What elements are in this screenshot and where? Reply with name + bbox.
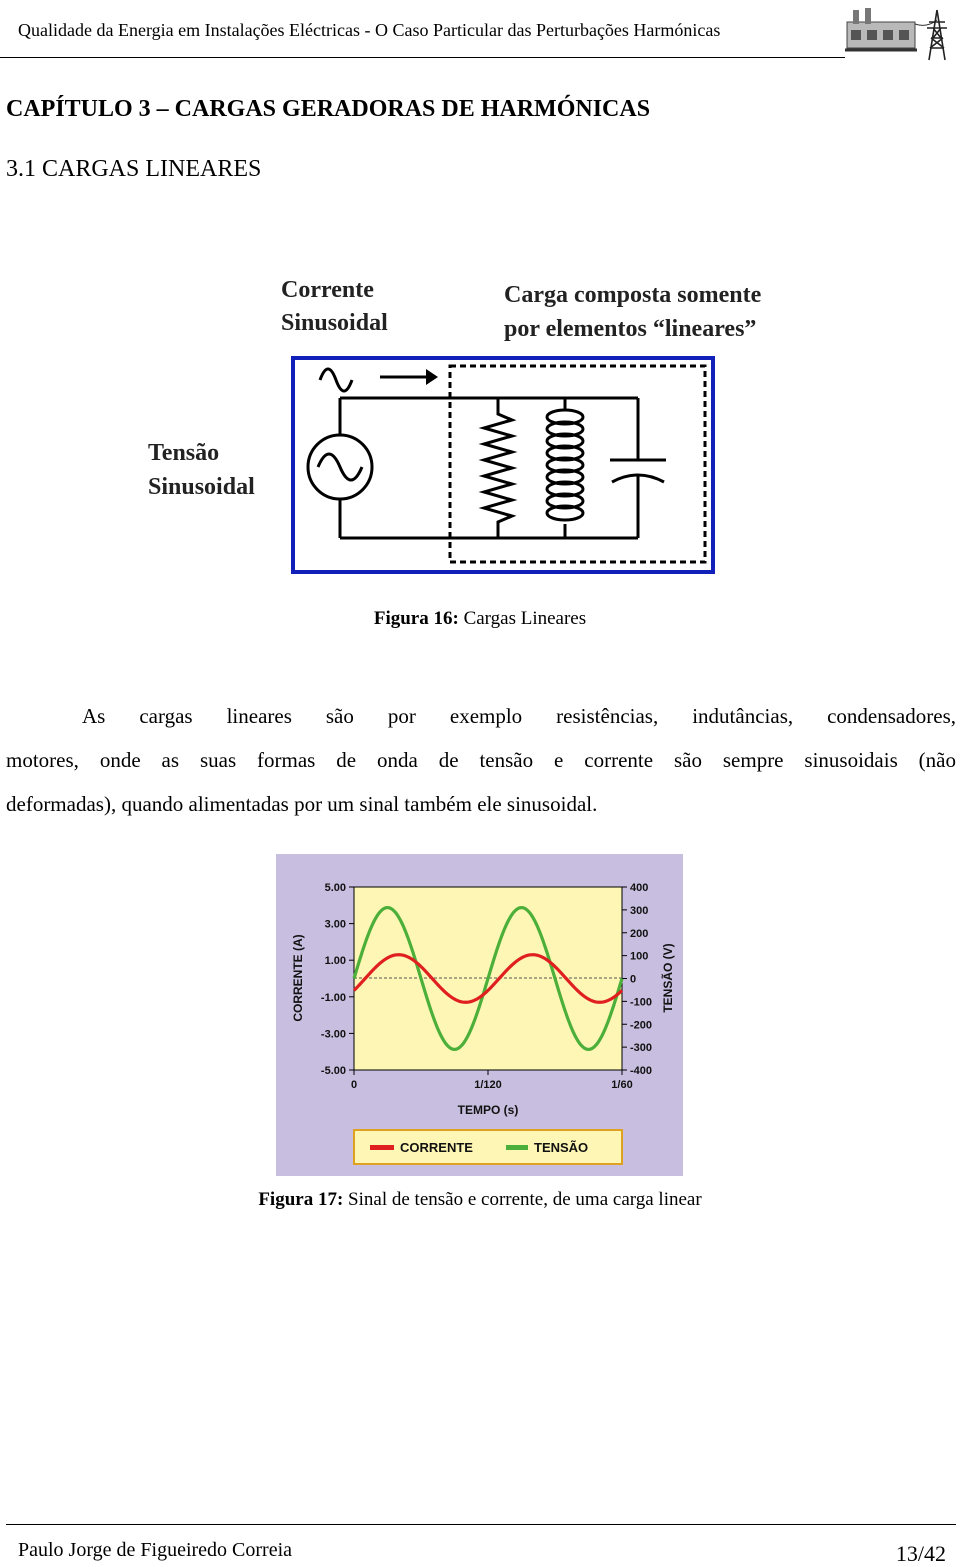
y-right-tick-label: -400 — [630, 1065, 653, 1077]
x-label: TEMPO (s) — [457, 1103, 519, 1117]
legend-swatch-tensao — [506, 1145, 528, 1150]
y-left-tick-label: 5.00 — [324, 882, 346, 894]
legend-corrente: CORRENTE — [400, 1140, 473, 1155]
y-right-tick-label: -300 — [630, 1042, 653, 1055]
x-tick-label: 1/60 — [611, 1079, 633, 1091]
label-voltage-2: Sinusoidal — [148, 474, 255, 500]
y-right-tick-label: 400 — [630, 882, 649, 894]
page-number: 13/42 — [895, 1541, 946, 1566]
figure16-caption: Figura 16: Cargas Lineares — [373, 608, 587, 629]
y-left-tick-label: 3.00 — [324, 918, 346, 931]
voltage-current-chart — [276, 854, 683, 1176]
chapter-title: CAPÍTULO 3 – CARGAS GERADORAS DE HARMÓNICAS — [6, 96, 651, 122]
y-right-tick-label: 100 — [630, 950, 649, 963]
power-plant-transmission-tower-icon — [845, 4, 955, 62]
legend-swatch-corrente — [370, 1145, 394, 1150]
label-voltage-1: Tensão — [148, 440, 220, 466]
inductor-icon — [547, 398, 583, 538]
capacitor-icon — [610, 398, 666, 538]
linear-loads-circuit-diagram — [140, 262, 820, 582]
y-right-tick-label: -100 — [630, 996, 653, 1009]
paragraph-line-2: motores, onde as suas formas de onda de tensão e corrente são sempre sinusoidais (não — [6, 748, 956, 772]
y-right-tick-label: 300 — [630, 904, 649, 917]
resistor-icon — [484, 398, 512, 538]
figure17-caption: Figura 17: Sinal de tensão e corrente, de uma carga linear — [258, 1189, 702, 1210]
header-title: Qualidade da Energia em Instalações Eléctricas - O Caso Particular das Perturbações Harmónicas — [18, 20, 721, 40]
label-current-2: Sinusoidal — [281, 310, 388, 336]
chart-legend — [354, 1130, 622, 1164]
y-left-tick-label: -5.00 — [320, 1065, 346, 1077]
sine-current-icon — [320, 369, 352, 391]
body-paragraph — [6, 694, 956, 826]
paragraph-line-1: As cargas lineares são por exemplo resistências, indutâncias, condensadores, — [82, 704, 956, 728]
y-left-tick-label: 1.00 — [324, 955, 346, 968]
label-current-1: Corrente — [281, 277, 374, 303]
x-tick-label: 0 — [350, 1079, 358, 1091]
y-right-label: TENSÃO (V) — [661, 943, 675, 1013]
y-right-tick-label: 200 — [630, 927, 649, 940]
y-right-tick-label: 0 — [630, 973, 637, 986]
section-title: 3.1 CARGAS LINEARES — [6, 156, 262, 182]
load-box — [450, 366, 705, 562]
y-right-tick-label: -200 — [630, 1019, 653, 1032]
y-left-tick-label: -3.00 — [320, 1028, 346, 1041]
header-rule — [0, 57, 845, 58]
y-left-label: CORRENTE (A) — [291, 934, 305, 1022]
paragraph-line-3: deformadas), quando alimentadas por um sinal também ele sinusoidal. — [6, 792, 598, 816]
x-tick-label: 1/120 — [474, 1079, 502, 1091]
legend-tensao: TENSÃO — [534, 1140, 589, 1155]
label-load-1: Carga composta somente — [504, 282, 762, 308]
footer-author: Paulo Jorge de Figueiredo Correia — [18, 1539, 293, 1561]
label-load-2: por elementos “lineares” — [504, 316, 757, 342]
arrow-icon — [426, 369, 438, 385]
footer-rule — [6, 1524, 956, 1525]
y-left-tick-label: -1.00 — [320, 991, 346, 1004]
